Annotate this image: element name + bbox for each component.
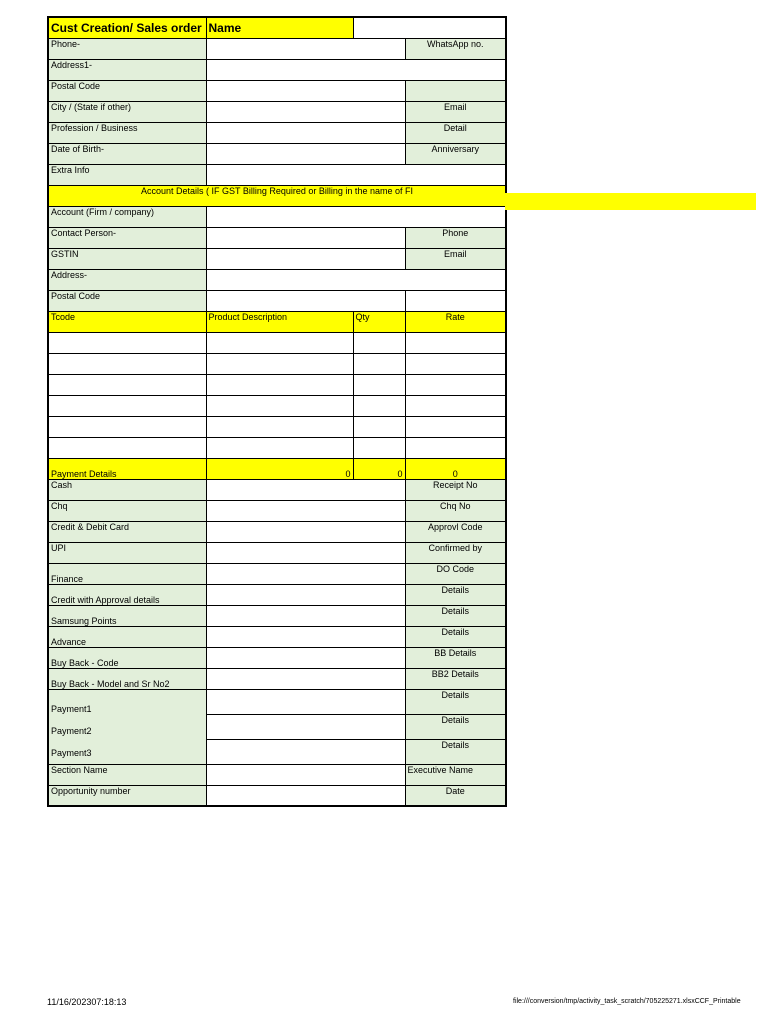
details-label: Details [405,714,506,739]
desc-cell[interactable] [206,374,353,395]
postal-code-field[interactable] [206,80,405,101]
payment-details-title: Payment Details [48,458,206,479]
order-form [47,16,505,807]
opportunity-label: Opportunity number [48,785,206,806]
advance-label: Advance [48,626,206,647]
rate-cell[interactable] [405,395,506,416]
rate-cell[interactable] [405,332,506,353]
gstin-field[interactable] [206,248,405,269]
gstin-label: GSTIN [48,248,206,269]
postal-code-extra[interactable] [405,80,506,101]
chq-field[interactable] [206,500,405,521]
rate-cell[interactable] [405,437,506,458]
col-qty: Qty [353,311,405,332]
tcode-cell[interactable] [48,395,206,416]
address1-label: Address1- [48,59,206,80]
desc-cell[interactable] [206,395,353,416]
name-label: Name [206,17,353,38]
payment2-field[interactable] [206,714,405,739]
card-label: Credit & Debit Card [48,521,206,542]
qty-cell[interactable] [353,374,405,395]
col-rate: Rate [405,311,506,332]
buyback-code-label: Buy Back - Code [48,647,206,668]
rate-cell[interactable] [405,374,506,395]
phone-label: Phone- [48,38,206,59]
email-label: Email [405,101,506,122]
desc-cell[interactable] [206,332,353,353]
cash-label: Cash [48,479,206,500]
table-row [48,437,506,458]
postal-code-label: Postal Code [48,80,206,101]
desc-cell[interactable] [206,416,353,437]
city-label: City / (State if other) [48,101,206,122]
chq-no-label: Chq No [405,500,506,521]
date-label: Date [405,785,506,806]
table-row [48,353,506,374]
dob-field[interactable] [206,143,405,164]
account-firm-field[interactable] [206,206,506,227]
qty-cell[interactable] [353,437,405,458]
chq-label: Chq [48,500,206,521]
payment1-label: Payment1 [51,703,92,714]
confirmed-by-label: Confirmed by [405,542,506,563]
qty-cell[interactable] [353,353,405,374]
city-field[interactable] [206,101,405,122]
finance-field[interactable] [206,563,405,584]
desc-cell[interactable] [206,437,353,458]
table-row [48,374,506,395]
dob-label: Date of Birth- [48,143,206,164]
tcode-cell[interactable] [48,332,206,353]
total-desc: 0 [206,458,353,479]
profession-label: Profession / Business [48,122,206,143]
qty-cell[interactable] [353,395,405,416]
details-label: Details [405,605,506,626]
tcode-cell[interactable] [48,353,206,374]
upi-field[interactable] [206,542,405,563]
account-address-field[interactable] [206,269,506,290]
form-table [47,16,507,807]
title-row [48,17,506,38]
whatsapp-label: WhatsApp no. [405,38,506,59]
payment2-label: Payment2 [51,725,92,736]
account-firm-label: Account (Firm / company) [48,206,206,227]
total-qty: 0 [353,458,405,479]
section-name-label: Section Name [48,764,206,785]
account-banner-extension [505,193,756,210]
profession-field[interactable] [206,122,405,143]
table-row [48,395,506,416]
card-field[interactable] [206,521,405,542]
account-banner: Account Details ( IF GST Billing Required or Billing in the name of FI [48,185,506,206]
receipt-no-label: Receipt No [405,479,506,500]
table-row [48,416,506,437]
samsung-points-field[interactable] [206,605,405,626]
col-product-description: Product Description [206,311,353,332]
details-label: Details [405,689,506,714]
form-title: Cust Creation/ Sales order [48,17,206,38]
advance-field[interactable] [206,626,405,647]
extra-info-field[interactable] [206,164,506,185]
account-postal-field[interactable] [206,290,405,311]
details-label: Details [405,584,506,605]
contact-person-field[interactable] [206,227,405,248]
approval-code-label: Approvl Code [405,521,506,542]
section-name-field[interactable] [206,764,405,785]
do-code-label: DO Code [405,563,506,584]
desc-cell[interactable] [206,353,353,374]
qty-cell[interactable] [353,416,405,437]
credit-approval-field[interactable] [206,584,405,605]
footer-path: file:///conversion/tmp/activity_task_scratch/705225271.xlsxCCF_Printable [513,998,741,1005]
details-label: Details [405,626,506,647]
executive-name-label: Executive Name [405,764,506,785]
account-email-label: Email [405,248,506,269]
account-postal-label: Postal Code [48,290,206,311]
table-row [48,332,506,353]
footer-timestamp: 11/16/202307:18:13 [47,997,127,1007]
account-phone-label: Phone [405,227,506,248]
phone-field[interactable] [206,38,405,59]
rate-cell[interactable] [405,353,506,374]
name-field[interactable] [353,17,506,38]
opportunity-field[interactable] [206,785,405,806]
qty-cell[interactable] [353,332,405,353]
credit-approval-label: Credit with Approval details [48,584,206,605]
total-rate: 0 [405,458,506,479]
buyback-model-label: Buy Back - Model and Sr No2 [48,668,206,689]
address1-field[interactable] [206,59,506,80]
tcode-cell[interactable] [48,374,206,395]
bb2-details-label: BB2 Details [405,668,506,689]
buyback-code-field[interactable] [206,647,405,668]
account-address-label: Address- [48,269,206,290]
payment3-field[interactable] [206,739,405,764]
buyback-model-field[interactable] [206,668,405,689]
payment3-label: Payment3 [51,747,92,758]
rate-cell[interactable] [405,416,506,437]
details-label: Details [405,739,506,764]
col-tcode: Tcode [48,311,206,332]
cash-field[interactable] [206,479,405,500]
bb-details-label: BB Details [405,647,506,668]
payments-label-block [48,689,206,764]
finance-label: Finance [48,563,206,584]
samsung-points-label: Samsung Points [48,605,206,626]
tcode-cell[interactable] [48,437,206,458]
detail-label: Detail [405,122,506,143]
upi-label: UPI [48,542,206,563]
extra-info-label: Extra Info [48,164,206,185]
payment1-field[interactable] [206,689,405,714]
tcode-cell[interactable] [48,416,206,437]
contact-person-label: Contact Person- [48,227,206,248]
anniversary-label: Anniversary [405,143,506,164]
account-postal-extra[interactable] [405,290,506,311]
